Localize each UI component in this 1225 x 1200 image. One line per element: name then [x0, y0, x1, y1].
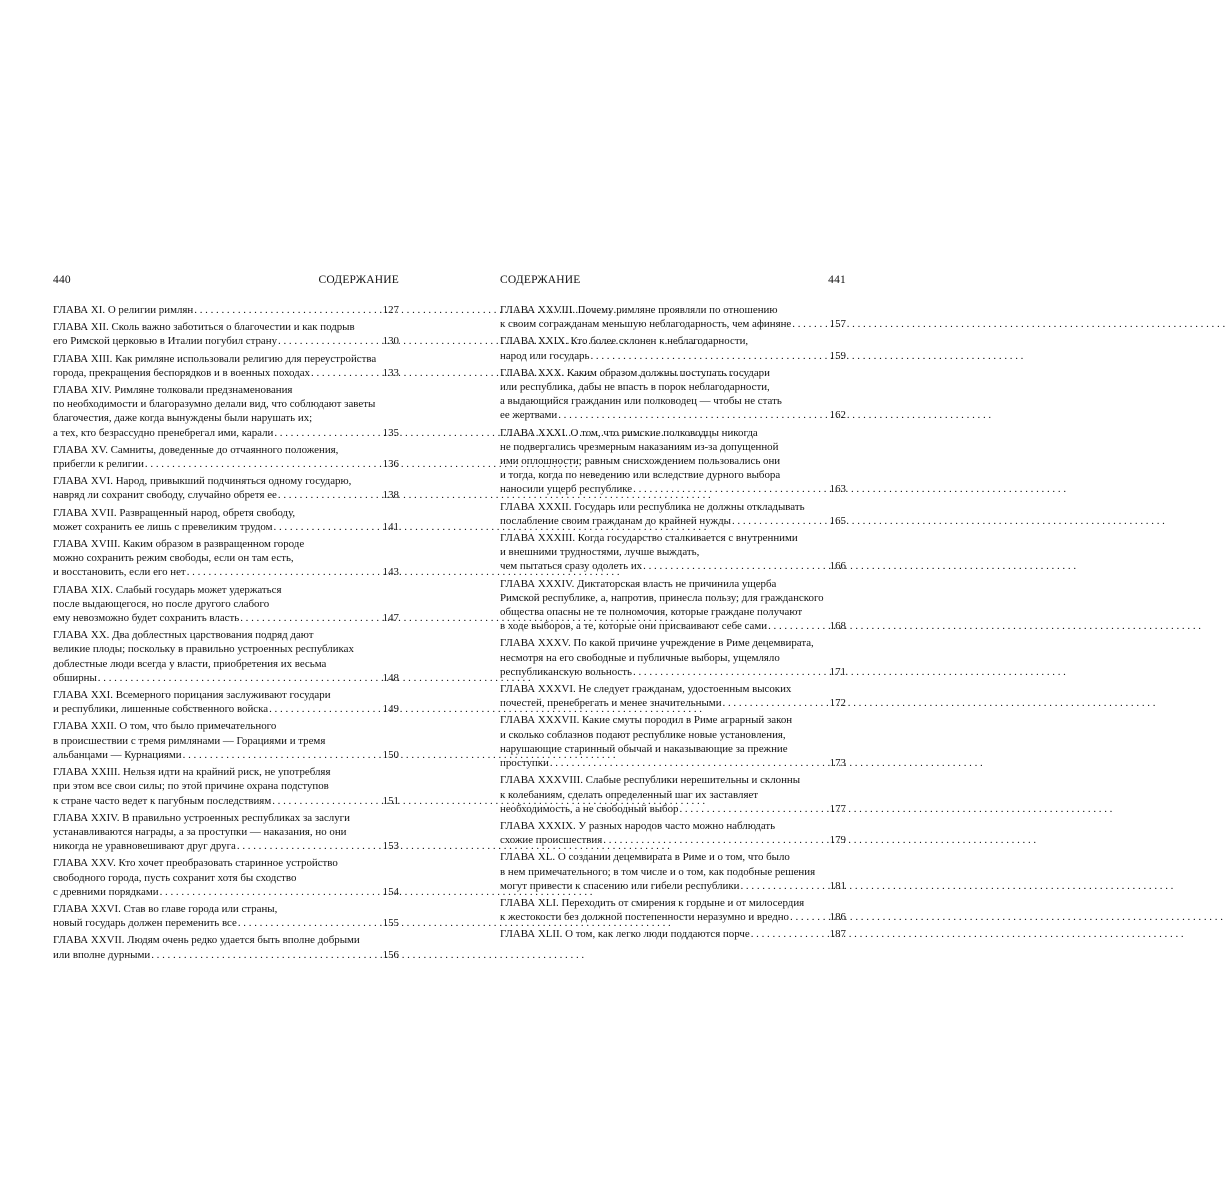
dot-leader	[238, 916, 382, 930]
chapter-title-continuation: никогда не уравновешивают друг друга	[53, 840, 236, 853]
toc-entry-line	[53, 719, 399, 733]
toc-entry	[53, 765, 399, 808]
chapter-title-continuation: а тех, кто безрассудно пренебрегал ими, карали	[53, 426, 274, 439]
toc-entry-line	[53, 779, 399, 793]
dot-leader	[732, 514, 829, 528]
toc-entry-line	[500, 850, 846, 864]
toc-entry-line	[53, 426, 399, 440]
dot-leader	[187, 565, 382, 579]
toc-entry-line	[500, 591, 846, 605]
chapter-title: ГЛАВА XXXIX. У разных народов часто можно наблюдать	[500, 819, 776, 832]
toc-page-number: 154	[382, 885, 399, 898]
toc-entry-line	[53, 688, 399, 702]
toc-entry	[53, 933, 399, 961]
toc-entry-line	[53, 397, 399, 411]
running-title: СОДЕРЖАНИЕ	[500, 274, 581, 286]
toc-entry-line	[500, 468, 846, 482]
toc-entry	[500, 713, 846, 770]
chapter-title: ГЛАВА XXIII. Нельзя идти на крайний риск, не употребляя	[53, 766, 331, 779]
toc-entry-line	[53, 671, 399, 685]
chapter-title: ГЛАВА XXXVIII. Слабые республики нерешительны и склонны	[500, 774, 801, 787]
left-page	[53, 274, 399, 965]
toc-entry-line	[500, 349, 846, 363]
chapter-title-continuation: новый государь должен переменить все	[53, 917, 237, 930]
chapter-title-continuation: его Римской церковью в Италии погубил страну	[53, 335, 278, 348]
chapter-title: ГЛАВА XXII. О том, что было примечательного	[53, 720, 277, 733]
dot-leader	[768, 619, 829, 633]
dot-leader	[740, 879, 828, 893]
toc-entry-line	[500, 514, 846, 528]
toc-entry	[53, 352, 399, 380]
toc-entry-line	[53, 411, 399, 425]
chapter-title-continuation: не подвергались чрезмерным наказаниям из-за допущенной	[500, 440, 779, 453]
toc-entry	[53, 537, 399, 580]
toc-entry	[500, 531, 846, 574]
toc-page-number: 155	[382, 917, 399, 930]
toc-entry-line	[53, 811, 399, 825]
chapter-title-continuation: устанавливаются награды, а за проступки — наказания, но они	[53, 825, 347, 838]
toc-entry-line	[53, 488, 399, 502]
toc-entry-line	[53, 856, 399, 870]
toc-page-number: 141	[382, 520, 399, 533]
toc-entry-line	[53, 657, 399, 671]
chapter-title: ГЛАВА XIII. Как римляне использовали религию для переустройства	[53, 352, 377, 365]
toc-entry	[53, 811, 399, 854]
toc-entry-line	[500, 531, 846, 545]
toc-page-number: 148	[382, 671, 399, 684]
chapter-title-continuation: города, прекращения беспорядков и в военных походах	[53, 366, 310, 379]
toc-entry-line	[53, 916, 399, 930]
chapter-title-continuation: необходимость, а не свободный выбор	[500, 802, 679, 815]
toc-entry-line	[500, 605, 846, 619]
dot-leader	[274, 426, 381, 440]
chapter-title-continuation: к стране часто ведет к пагубным последствиям	[53, 794, 272, 807]
toc-entry	[53, 902, 399, 930]
chapter-title: ГЛАВА XVI. Народ, привыкший подчиняться одному государю,	[53, 475, 352, 488]
chapter-title: ГЛАВА XXVIII. Почему римляне проявляли по отношению	[500, 304, 778, 316]
toc-entry	[500, 426, 846, 497]
chapter-title-continuation: и тогда, когда по неведению или вследствие дурного выбора	[500, 469, 781, 482]
toc-page-number: 147	[382, 612, 399, 625]
toc-entry	[500, 366, 846, 423]
chapter-title-continuation: народ или государь	[500, 349, 590, 362]
toc-entry	[53, 320, 399, 348]
dot-leader	[183, 748, 382, 762]
toc-entry	[500, 927, 846, 941]
toc-page-number: 133	[382, 366, 399, 379]
chapter-title: ГЛАВА XXX. Каким образом должны поступать государи	[500, 366, 770, 379]
toc-entry-line	[53, 474, 399, 488]
chapter-title: ГЛАВА XXXI. О том, что римские полководцы никогда	[500, 426, 758, 439]
toc-entry-line	[500, 833, 846, 847]
toc-entry	[53, 474, 399, 502]
toc-page-number: 166	[829, 560, 846, 573]
dot-leader	[590, 349, 828, 363]
toc-entry	[500, 500, 846, 528]
chapter-title-continuation: чем пытаться сразу одолеть их	[500, 560, 643, 573]
toc-entry-line	[53, 885, 399, 899]
toc-entry-line	[53, 611, 399, 625]
chapter-title-continuation: ему невозможно будет сохранить власть	[53, 612, 240, 625]
toc-entry-line	[500, 545, 846, 559]
chapter-title: ГЛАВА XLII. О том, как легко люди поддаются порче	[500, 928, 750, 941]
dot-leader	[194, 303, 381, 317]
toc-entry-line	[500, 728, 846, 742]
toc-entry-line	[53, 871, 399, 885]
toc-entry-line	[500, 665, 846, 679]
chapter-title: ГЛАВА XI. О религии римлян	[53, 304, 194, 316]
toc-page-number: 172	[829, 697, 846, 710]
toc-page-number: 179	[829, 834, 846, 847]
toc-page-number: 165	[829, 514, 846, 527]
chapter-title: ГЛАВА XL. О создании децемвирата в Риме и о том, что было	[500, 851, 790, 864]
dot-leader	[278, 334, 382, 348]
chapter-title: ГЛАВА XII. Сколь важно заботиться о благочестии и как подрыв	[53, 321, 355, 334]
chapter-title-continuation: великие плоды; поскольку в правильно устроенных республиках	[53, 643, 354, 656]
chapter-title-continuation: в происшествии с тремя римлянами — Горациями и тремя	[53, 734, 326, 747]
toc-entry-line	[500, 742, 846, 756]
toc-page-number: 177	[829, 802, 846, 815]
dot-leader	[550, 756, 829, 770]
toc-page-number: 127	[382, 304, 399, 316]
toc-entry-line	[500, 619, 846, 633]
chapter-title: ГЛАВА XXXIV. Диктаторская власть не причинила ущерба	[500, 577, 777, 590]
running-title: СОДЕРЖАНИЕ	[318, 274, 399, 286]
toc-page-number: 150	[382, 748, 399, 761]
toc-entry-line	[500, 482, 846, 496]
toc-entry-line	[53, 902, 399, 916]
toc-page-number: 162	[829, 409, 846, 422]
toc-page-number: 156	[382, 948, 399, 961]
toc-entry-line	[53, 303, 399, 317]
chapter-title-continuation: прибегли к религии	[53, 458, 144, 471]
chapter-title: ГЛАВА XXXVII. Какие смуты породил в Риме аграрный закон	[500, 714, 793, 727]
chapter-title: ГЛАВА XXI. Всемерного порицания заслуживают государи	[53, 689, 331, 702]
toc-entry-line	[53, 734, 399, 748]
toc-entry-line	[53, 642, 399, 656]
toc-entry	[53, 688, 399, 716]
toc-entry-line	[53, 933, 399, 947]
chapter-title: ГЛАВА XIX. Слабый государь может удержаться	[53, 583, 282, 596]
toc-entry-line	[53, 320, 399, 334]
chapter-title-continuation: а выдающийся гражданин или полководец — чтобы не стать	[500, 395, 782, 408]
toc-entry	[500, 303, 846, 331]
toc-entry-line	[500, 773, 846, 787]
toc-entry-line	[53, 383, 399, 397]
toc-page-number: 186	[829, 911, 846, 924]
toc-entry-line	[500, 500, 846, 514]
toc-entry-line	[53, 628, 399, 642]
toc-entry-line	[53, 565, 399, 579]
dot-leader	[558, 408, 828, 422]
toc-entry	[53, 383, 399, 440]
chapter-title-continuation: наносили ущерб республике	[500, 483, 633, 496]
chapter-title-continuation: с древними порядками	[53, 885, 159, 898]
toc-entry-line	[500, 394, 846, 408]
toc-entry-line	[500, 636, 846, 650]
chapter-title: ГЛАВА XXXV. По какой причине учреждение в Риме децемвирата,	[500, 637, 814, 650]
toc-entry-line	[53, 366, 399, 380]
toc-entry	[500, 819, 846, 847]
chapter-title-continuation: по необходимости и благоразумно делали вид, что соблюдают заветы	[53, 398, 376, 411]
toc-entry	[500, 896, 846, 924]
toc-page-number: 130	[382, 335, 399, 348]
dot-leader	[633, 665, 829, 679]
toc-entry	[53, 443, 399, 471]
chapter-title-continuation: в ходе выборов, а те, которые они присваивают себе сами	[500, 620, 768, 633]
dot-leader	[272, 794, 381, 808]
chapter-title: ГЛАВА XX. Два доблестных царствования подряд дают	[53, 629, 314, 642]
toc-entry	[500, 773, 846, 816]
right-page	[500, 274, 846, 945]
toc-entry-line	[500, 317, 846, 331]
chapter-title-continuation: к колебаниям, сделать определенный шаг их заставляет	[500, 788, 759, 801]
toc-entry	[53, 628, 399, 685]
chapter-title-continuation: или республика, дабы не впасть в порок неблагодарности,	[500, 381, 770, 394]
chapter-title: ГЛАВА XIV. Римляне толковали предзнаменования	[53, 384, 293, 397]
toc-entry-line	[500, 910, 846, 924]
chapter-title-continuation: благочестия, даже когда вынуждены были нарушать их;	[53, 412, 313, 425]
chapter-title-continuation: может сохранить ее лишь с превеликим трудом	[53, 520, 273, 533]
chapter-title: ГЛАВА XXIX. Кто более склонен к неблагодарности,	[500, 335, 749, 348]
chapter-title-continuation: могут привести к спасению или гибели республики	[500, 879, 740, 892]
toc-page-number: 181	[829, 879, 846, 892]
chapter-title: ГЛАВА XXXII. Государь или республика не должны откладывать	[500, 500, 805, 513]
chapter-title-continuation: после выдающегося, но после другого слабого	[53, 597, 270, 610]
toc-page-number: 149	[382, 703, 399, 716]
dot-leader	[274, 520, 382, 534]
toc-entry-line	[53, 551, 399, 565]
chapter-title-continuation: нарушающие старинный обычай и наказывающие за прежние	[500, 742, 788, 755]
toc-page-number: 151	[382, 794, 399, 807]
page-number: 441	[828, 274, 846, 286]
chapter-title-continuation: проступки	[500, 757, 549, 770]
toc-entry-line	[53, 748, 399, 762]
chapter-title-continuation: при этом все свои силы; по этой причине охрана подступов	[53, 780, 329, 793]
chapter-title-continuation: и восстановить, если его нет	[53, 566, 186, 579]
chapter-title: ГЛАВА XV. Самниты, доведенные до отчаянного положения,	[53, 443, 339, 456]
chapter-title-continuation: несмотря на его свободные и публичные выборы, ущемляло	[500, 651, 780, 664]
toc-entry	[500, 577, 846, 634]
toc-page-number: 138	[382, 489, 399, 502]
chapter-title: ГЛАВА XXVII. Людям очень редко удается быть вполне добрыми	[53, 934, 360, 947]
chapter-title: ГЛАВА XVIII. Каким образом в развращенном городе	[53, 538, 305, 551]
toc-entry	[500, 682, 846, 710]
toc-entry-line	[53, 839, 399, 853]
toc-entry-line	[53, 702, 399, 716]
toc-page-number: 159	[829, 349, 846, 362]
toc-page-number: 173	[829, 757, 846, 770]
toc-entry-line	[53, 825, 399, 839]
toc-entry-line	[500, 559, 846, 573]
toc-entry-line	[53, 597, 399, 611]
chapter-title: ГЛАВА XXIV. В правильно устроенных республиках за заслуги	[53, 811, 350, 824]
chapter-title-continuation: доблестные люди всегда у власти, приобретения их весьма	[53, 657, 327, 670]
dot-leader	[98, 671, 382, 685]
toc-entry-line	[53, 765, 399, 779]
toc-entry	[500, 334, 846, 362]
chapter-title-continuation: ими оплошности; равным снисхождением пользовались они	[500, 455, 781, 468]
toc-entry	[500, 636, 846, 679]
dot-leader	[160, 885, 382, 899]
chapter-title-continuation: и республики, лишенные собственного войска	[53, 703, 269, 716]
toc-entry-line	[53, 334, 399, 348]
chapter-title-continuation: свободного города, пусть сохранит хотя бы сходство	[53, 871, 297, 884]
chapter-title: ГЛАВА XXV. Кто хочет преобразовать старинное устройство	[53, 857, 338, 870]
dot-leader	[311, 366, 382, 380]
toc-entry	[53, 583, 399, 626]
toc-entry-line	[500, 408, 846, 422]
toc-entry-line	[500, 426, 846, 440]
toc-entry-line	[500, 713, 846, 727]
dot-leader	[643, 559, 829, 573]
dot-leader	[723, 696, 829, 710]
dot-leader	[751, 927, 829, 941]
toc-entry-line	[500, 896, 846, 910]
chapter-title-continuation: навряд ли сохранит свободу, случайно обретя ее	[53, 489, 277, 502]
chapter-title-continuation: в нем примечательного; в том числе и о том, как подобные решения	[500, 865, 816, 878]
toc-entry-line	[500, 788, 846, 802]
toc-entry-line	[53, 537, 399, 551]
dot-leader	[151, 948, 381, 962]
dot-leader	[237, 839, 382, 853]
toc-entry-line	[53, 794, 399, 808]
chapter-title-continuation: схожие происшествия	[500, 834, 603, 847]
toc-entry-line	[500, 879, 846, 893]
toc-page-number: 135	[382, 426, 399, 439]
page-header	[53, 274, 399, 292]
chapter-title-continuation: почестей, пренебрегать и менее значительными	[500, 697, 722, 710]
toc-entry	[53, 856, 399, 899]
toc-entry-line	[500, 682, 846, 696]
toc-entry-line	[500, 802, 846, 816]
chapter-title: ГЛАВА XXXIII. Когда государство сталкивается с внутренними	[500, 532, 798, 545]
toc-page-number: 163	[829, 483, 846, 496]
dot-leader	[269, 702, 382, 716]
chapter-title: ГЛАВА XXVI. Став во главе города или страны,	[53, 902, 278, 915]
toc-page-number: 143	[382, 566, 399, 579]
dot-leader	[633, 482, 829, 496]
dot-leader	[790, 910, 829, 924]
toc-page-number: 157	[829, 318, 846, 331]
toc-entry-line	[53, 506, 399, 520]
dot-leader	[679, 802, 828, 816]
chapter-title-continuation: республиканскую вольность	[500, 665, 632, 678]
chapter-title-continuation: к жестокости без должной постепенности неразумно и вредно	[500, 911, 790, 924]
chapter-title-continuation: ее жертвами	[500, 409, 558, 422]
chapter-title-continuation: Римской республике, а, напротив, принесла пользу; для гражданского	[500, 591, 824, 604]
toc-list	[500, 303, 846, 942]
toc-list	[53, 303, 399, 962]
chapter-title-continuation: можно сохранить режим свободы, если он там есть,	[53, 552, 294, 565]
chapter-title-continuation: и сколько соблазнов подают республике новые установления,	[500, 728, 786, 741]
dot-leader	[145, 457, 382, 471]
dot-leader	[792, 317, 828, 331]
toc-entry-line	[500, 819, 846, 833]
toc-entry-line	[500, 366, 846, 380]
toc-page-number: 187	[829, 928, 846, 941]
page-number: 440	[53, 274, 71, 286]
page-header	[500, 274, 846, 292]
chapter-title-continuation: и внешними трудностями, лучше выждать,	[500, 546, 700, 559]
chapter-title: ГЛАВА XLI. Переходить от смирения к гордыне и от милосердия	[500, 896, 805, 909]
chapter-title-continuation: к своим согражданам меньшую неблагодарность, чем афиняне	[500, 318, 792, 331]
toc-page-number: 168	[829, 620, 846, 633]
toc-page-number: 171	[829, 665, 846, 678]
toc-page-number: 136	[382, 458, 399, 471]
toc-entry-line	[53, 457, 399, 471]
toc-entry-line	[500, 927, 846, 941]
toc-entry-line	[53, 948, 399, 962]
toc-entry-line	[53, 583, 399, 597]
toc-entry-line	[500, 440, 846, 454]
chapter-title-continuation: обширны	[53, 671, 97, 684]
toc-page-number: 153	[382, 840, 399, 853]
toc-entry	[53, 303, 399, 317]
chapter-title-continuation: общества опасны не те полномочия, которые граждане получают	[500, 606, 803, 619]
dot-leader	[278, 488, 382, 502]
toc-entry	[500, 850, 846, 893]
toc-entry-line	[53, 352, 399, 366]
toc-entry-line	[53, 443, 399, 457]
toc-entry	[53, 506, 399, 534]
toc-entry-line	[500, 454, 846, 468]
toc-entry-line	[500, 577, 846, 591]
toc-entry-line	[53, 520, 399, 534]
dot-leader	[240, 611, 381, 625]
toc-entry-line	[500, 696, 846, 710]
toc-entry-line	[500, 651, 846, 665]
toc-entry-line	[500, 303, 846, 317]
dot-leader	[603, 833, 828, 847]
chapter-title-continuation: альбанцами — Курнациями	[53, 748, 182, 761]
chapter-title: ГЛАВА XXXVI. Не следует гражданам, удостоенным высоких	[500, 683, 792, 696]
toc-entry-line	[500, 334, 846, 348]
toc-entry	[53, 719, 399, 762]
toc-entry-line	[500, 756, 846, 770]
chapter-title: ГЛАВА XVII. Развращенный народ, обретя свободу,	[53, 506, 296, 519]
chapter-title-continuation: или вполне дурными	[53, 948, 151, 961]
chapter-title-continuation: послабление своим гражданам до крайней нужды	[500, 514, 731, 527]
toc-entry-line	[500, 865, 846, 879]
toc-entry-line	[500, 380, 846, 394]
